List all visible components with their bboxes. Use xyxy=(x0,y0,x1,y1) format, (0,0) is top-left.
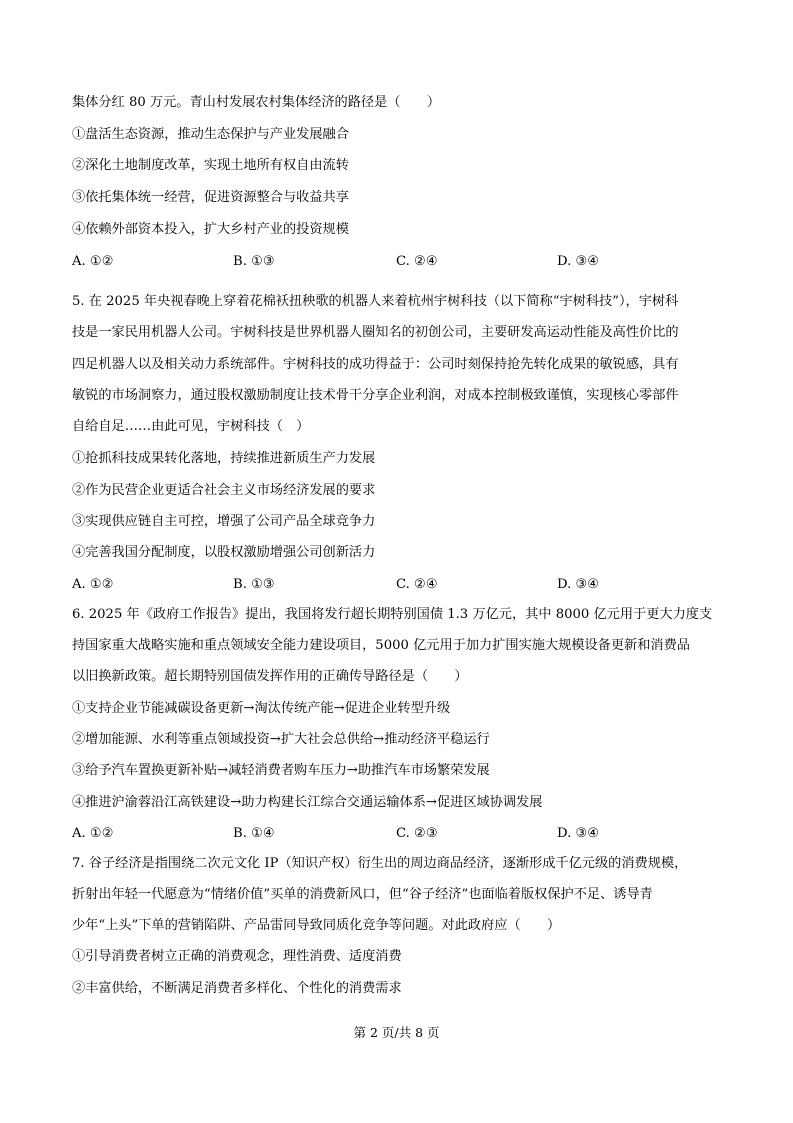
q7-stem-line-3: 少年“上头”下单的营销陷阱、产品雷同导致同质化竞争等问题。对此政府应（ ） xyxy=(72,918,561,933)
q6-option-b: B. ①④ xyxy=(233,826,275,841)
q4-option-c: C. ②④ xyxy=(396,254,438,269)
q6-item-1: ①支持企业节能减碳设备更新→淘汰传统产能→促进企业转型升级 xyxy=(72,701,451,716)
q6-item-4: ④推进沪渝蓉沿江高铁建设→助力构建长江综合交通运输体系→促进区域协调发展 xyxy=(72,795,543,810)
q6-stem-line-3: 以旧换新政策。超长期特别国债发挥作用的正确传导路径是（ ） xyxy=(72,669,468,684)
q4-item-4: ④依赖外部资本投入，扩大乡村产业的投资规模 xyxy=(72,222,349,237)
q5-option-b: B. ①③ xyxy=(233,577,275,592)
q4-option-a: A. ①② xyxy=(72,254,114,269)
q4-item-2: ②深化土地制度改革，实现土地所有权自由流转 xyxy=(72,158,349,173)
q6-item-2: ②增加能源、水利等重点领域投资→扩大社会总供给→推动经济平稳运行 xyxy=(72,732,490,747)
q5-stem-line-5: 自给自足……由此可见，宇树科技（ ） xyxy=(72,419,310,434)
q4-stem-tail: 集体分红 80 万元。青山村发展农村集体经济的路径是（ ） xyxy=(72,95,441,110)
q5-stem-line-4: 敏锐的市场洞察力，通过股权激励制度让技术骨干分享企业利润，对成本控制极致谨慎，实现核心零部件 xyxy=(72,388,679,403)
q5-stem-line-3: 四足机器人以及相关动力系统部件。宇树科技的成功得益于：公司时刻保持抢先转化成果的敏锐感，具有 xyxy=(72,357,679,372)
q4-item-3: ③依托集体统一经营，促进资源整合与收益共享 xyxy=(72,190,349,205)
q6-stem-line-1: 6. 2025 年《政府工作报告》提出，我国将发行超长期特别国债 1.3 万亿元，其中 8000 亿元用于更大力度支 xyxy=(72,607,713,622)
page-number-footer: 第 2 页/共 8 页 xyxy=(353,1025,440,1040)
q7-stem-line-2: 折射出年轻一代愿意为“情绪价值”买单的消费新风口，但“谷子经济”也面临着版权保护不足、诱导青 xyxy=(72,887,653,902)
q5-option-c: C. ②④ xyxy=(396,577,438,592)
q5-option-a: A. ①② xyxy=(72,577,114,592)
q5-item-3: ③实现供应链自主可控，增强了公司产品全球竞争力 xyxy=(72,514,376,529)
q5-stem-line-2: 技是一家民用机器人公司。宇树科技是世界机器人圈知名的初创公司，主要研发高运动性能及高性价比的 xyxy=(72,325,679,340)
q6-option-a: A. ①② xyxy=(72,826,114,841)
q4-item-1: ①盘活生态资源，推动生态保护与产业发展融合 xyxy=(72,127,349,142)
q6-option-d: D. ③④ xyxy=(557,826,600,841)
q7-item-2: ②丰富供给，不断满足消费者多样化、个性化的消费需求 xyxy=(72,981,402,996)
q4-option-b: B. ①③ xyxy=(233,254,275,269)
q6-option-c: C. ②③ xyxy=(396,826,438,841)
q5-item-1: ①抢抓科技成果转化落地，持续推进新质生产力发展 xyxy=(72,451,376,466)
q7-stem-line-1: 7. 谷子经济是指围绕二次元文化 IP（知识产权）衍生出的周边商品经济，逐渐形成千亿元级的消费规模， xyxy=(72,856,688,871)
q5-item-2: ②作为民营企业更适合社会主义市场经济发展的要求 xyxy=(72,483,376,498)
q6-stem-line-2: 持国家重大战略实施和重点领域安全能力建设项目，5000 亿元用于加力扩围实施大规模设备更新和消费品 xyxy=(72,638,690,653)
q5-option-d: D. ③④ xyxy=(557,577,600,592)
q6-item-3: ③给予汽车置换更新补贴→减轻消费者购车压力→助推汽车市场繁荣发展 xyxy=(72,763,490,778)
q4-option-d: D. ③④ xyxy=(557,254,600,269)
q5-item-4: ④完善我国分配制度，以股权激励增强公司创新活力 xyxy=(72,545,376,560)
q5-stem-line-1: 5. 在 2025 年央视春晚上穿着花棉袄扭秧歌的机器人来着杭州宇树科技（以下简称“宇树科技”），宇树科 xyxy=(72,294,679,309)
q7-item-1: ①引导消费者树立正确的消费观念，理性消费、适度消费 xyxy=(72,949,402,964)
